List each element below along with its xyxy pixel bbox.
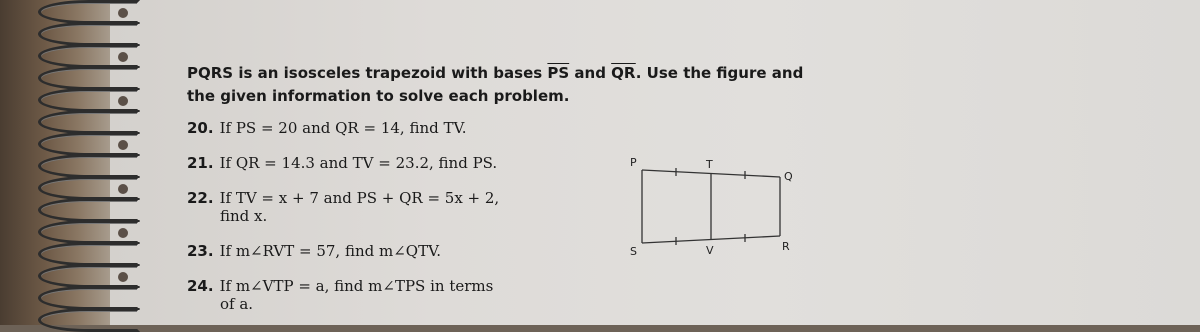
segment-ps: $\overline{PS}$ xyxy=(547,64,570,82)
spiral-ring xyxy=(38,264,140,288)
problem-22 xyxy=(187,188,499,208)
label-s: S xyxy=(630,245,637,258)
problem-number: 20. xyxy=(187,119,214,137)
spiral-ring xyxy=(38,154,140,178)
spiral-ring xyxy=(38,308,140,332)
problem-number: 23. xyxy=(187,242,214,260)
problem-text: If TV = x + 7 and PS + QR = 5x + 2, xyxy=(219,189,500,207)
spiral-ring xyxy=(38,132,140,156)
label-v: V xyxy=(706,244,714,257)
problem-number: 24. xyxy=(187,277,214,295)
problem-22-continued: find x. xyxy=(220,207,268,225)
problem-text: If QR = 14.3 and TV = 23.2, find PS. xyxy=(219,154,498,172)
spiral-ring xyxy=(38,220,140,244)
problem-text: If m∠RVT = 57, find m∠QTV. xyxy=(219,242,442,260)
intro-and: and xyxy=(569,64,612,82)
spiral-ring xyxy=(38,110,140,134)
label-t: T xyxy=(706,158,713,171)
problem-20 xyxy=(187,118,466,138)
problem-number: 22. xyxy=(187,189,214,207)
spiral-ring xyxy=(38,242,140,266)
label-q: Q xyxy=(784,170,793,183)
segment-qr: $\overline{QR}$ xyxy=(611,64,636,82)
spiral-ring xyxy=(38,198,140,222)
problem-number: 21. xyxy=(187,154,214,172)
problem-text: If m∠VTP = a, find m∠TPS in terms xyxy=(219,277,494,295)
instructions xyxy=(187,62,827,108)
problem-21 xyxy=(187,153,497,173)
intro-text: PQRS is an isosceles trapezoid with bases xyxy=(187,64,548,82)
label-r: R xyxy=(782,240,790,253)
instructions-line-2: the given information to solve each problem. xyxy=(187,87,570,105)
label-p: P xyxy=(630,156,637,169)
trapezoid-figure xyxy=(600,150,810,270)
problem-24-continued: of a. xyxy=(220,295,254,313)
spiral-ring xyxy=(38,22,140,46)
instructions-line-1 xyxy=(187,62,827,85)
problem-24 xyxy=(187,276,493,296)
spiral-ring xyxy=(38,176,140,200)
spiral-ring xyxy=(38,44,140,68)
spiral-ring xyxy=(38,0,140,24)
problem-text: If PS = 20 and QR = 14, find TV. xyxy=(219,119,467,137)
spiral-ring xyxy=(38,88,140,112)
spiral-ring xyxy=(38,286,140,310)
problem-23 xyxy=(187,241,441,261)
spiral-ring xyxy=(38,66,140,90)
intro-text-end: . Use the figure and xyxy=(635,64,804,82)
